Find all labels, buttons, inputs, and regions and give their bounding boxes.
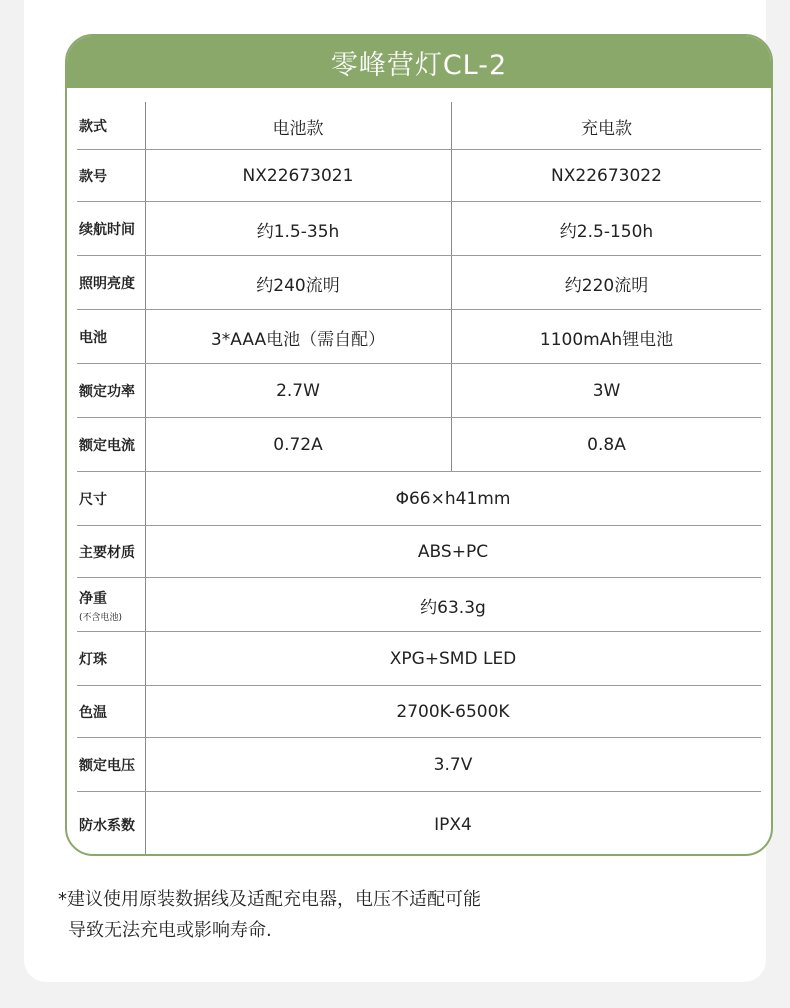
row-label [79, 686, 145, 738]
row-label-text: 款式 [79, 119, 107, 135]
battery-model-value: 电池款 [272, 118, 324, 139]
row-label [79, 632, 145, 686]
row-label-text: 额定电流 [79, 438, 135, 454]
footnote-line-1: *建议使用原装数据线及适配充电器，电压不适配可能 [58, 889, 481, 910]
row-label [79, 472, 145, 526]
table-row [67, 738, 761, 792]
spec-value: Φ66×h41mm [395, 489, 511, 509]
row-label-text: 净重 [79, 590, 107, 607]
row-label-text: 照明亮度 [79, 276, 135, 292]
rechargeable-model-value: 充电款 [581, 118, 632, 139]
battery-model-value: 3*AAA电池（需自配） [210, 329, 386, 350]
row-label-text: 灯珠 [79, 652, 107, 668]
footnote-line-2: 导致无法充电或影响寿命. [68, 920, 272, 941]
table-row [67, 150, 761, 202]
row-label [79, 418, 145, 472]
spec-value: 2700K-6500K [396, 702, 510, 722]
row-label-text: 主要材质 [79, 545, 135, 561]
battery-model-value: NX22673021 [242, 166, 354, 186]
row-label [79, 792, 145, 856]
table-row [67, 472, 761, 526]
row-label [79, 738, 145, 792]
row-label [79, 256, 145, 310]
rechargeable-model-value: 3W [592, 381, 621, 401]
row-label-text: 续航时间 [79, 222, 135, 238]
battery-model-value: 约1.5-35h [256, 221, 340, 242]
table-row [67, 364, 761, 418]
rechargeable-model-value: 0.8A [587, 435, 626, 455]
battery-model-value: 约240流明 [256, 275, 340, 296]
row-label-text: 防水系数 [79, 818, 135, 834]
content-card [24, 0, 766, 982]
row-label-text: 额定功率 [79, 384, 135, 400]
rechargeable-model-value: 约2.5-150h [559, 221, 654, 242]
row-label [79, 310, 145, 364]
row-label [79, 102, 145, 150]
spec-value: IPX4 [434, 815, 472, 835]
table-row [67, 632, 761, 686]
spec-table [65, 34, 773, 856]
spec-value: 3.7V [433, 755, 473, 775]
table-row [67, 792, 761, 856]
row-label [79, 364, 145, 418]
footnote [58, 884, 618, 946]
spec-value: XPG+SMD LED [389, 649, 517, 669]
table-title: 零峰营灯CL-2 [67, 36, 771, 88]
row-label-text: 额定电压 [79, 758, 135, 774]
table-row [67, 256, 761, 310]
rechargeable-model-value: 约220流明 [564, 275, 649, 296]
row-label [79, 202, 145, 256]
spec-grid [67, 88, 771, 854]
table-row [67, 202, 761, 256]
row-label-text: 款号 [79, 169, 107, 185]
row-label-text: 色温 [79, 705, 107, 721]
rechargeable-model-value: 1100mAh锂电池 [539, 329, 674, 350]
spec-value: 约63.3g [420, 597, 486, 618]
row-label-text: 电池 [79, 330, 107, 346]
battery-model-value: 0.72A [273, 435, 323, 455]
table-row [67, 578, 761, 632]
spec-value: ABS+PC [417, 542, 489, 562]
row-label [79, 526, 145, 578]
table-row [67, 102, 761, 150]
row-label-note: (不含电池) [79, 612, 123, 623]
table-row [67, 526, 761, 578]
rechargeable-model-value: NX22673022 [551, 166, 662, 186]
table-row [67, 418, 761, 472]
row-label [79, 578, 145, 632]
row-label [79, 150, 145, 202]
table-row [67, 686, 761, 738]
table-row [67, 310, 761, 364]
battery-model-value: 2.7W [276, 381, 320, 401]
row-label-text: 尺寸 [79, 492, 107, 508]
